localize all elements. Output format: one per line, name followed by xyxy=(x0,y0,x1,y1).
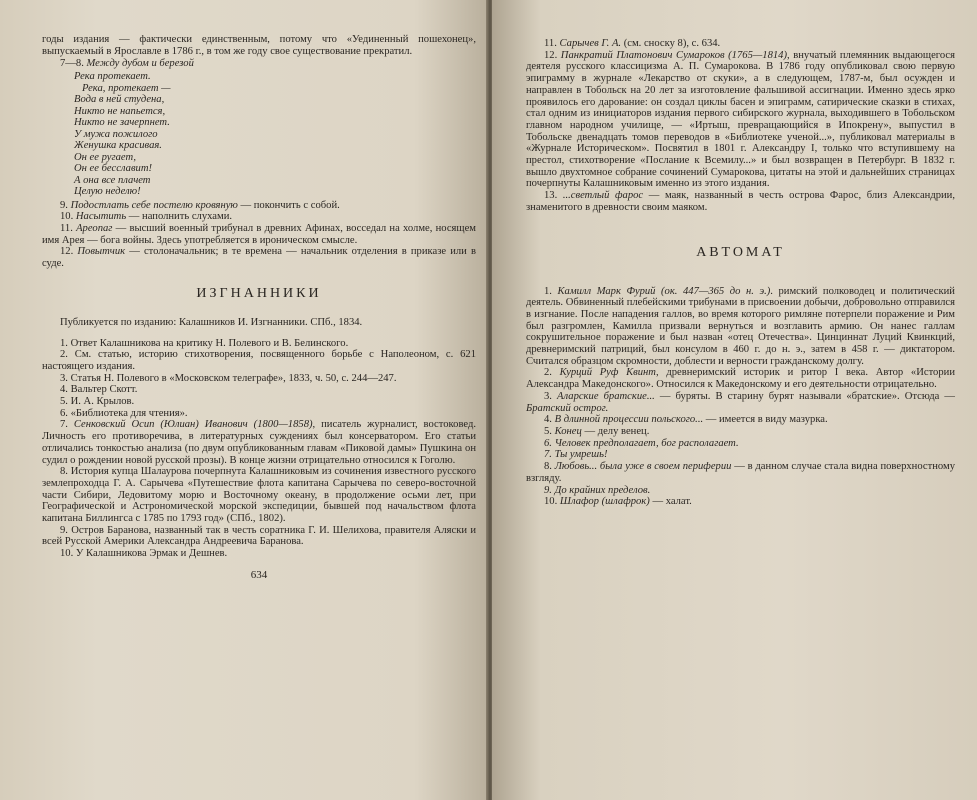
note-item: 2. См. статью, историю стихотворения, посвященного борьбе с Наполеоном, с. 621 настоящего издания. xyxy=(42,349,476,372)
note-9-baranov: 9. Остров Баранова, названный так в честь соратника Г. И. Шелихова, правителя Аляски и всей Русской Америки Александра Андреевича Баранова. xyxy=(42,524,476,548)
note-text: . римский полководец и политический деятель. Обвиненный плебейскими трибунами в присвоении добычи, добровольно отправился в изгнание. После нападения галлов, во время которого римляне потерпели поражение и Рим был разгромлен, Камилла призвали вернуться и возглавить армию. Он нанес галлам сокрушительное поражение и был назван «отец Отечества». Цинциннат Луций Квинкций, древнеримский патриций, был консулом в 460 г. до н. э., затем в 458 г. — диктатором. Считался образцом скромности, доблести и верности гражданскому долгу. xyxy=(526,285,955,367)
note-13-faros xyxy=(526,190,955,213)
note-num: 3. xyxy=(544,390,552,402)
note-num: 12. xyxy=(60,246,74,258)
note-item: 3. Статья Н. Полевого в «Московском телеграфе», 1833, ч. 50, с. 244—247. xyxy=(60,372,397,384)
note-term: ...светлый фарос xyxy=(562,190,644,202)
note-text: , древнеримский историк и ритор I века. Автор «Истории Александра Македонского». Относился к Македонскому и его деятельности отрицательно. xyxy=(526,367,955,391)
note-text: — наполнить слухами. xyxy=(126,211,233,223)
note-text: — столоначальник; в те времена — начальник отделения в приказе или в суде. xyxy=(42,246,476,270)
note-term: Повытчик xyxy=(77,246,126,258)
note-num: 13. xyxy=(544,190,558,202)
section-heading-izgnanniki: ИЗГНАННИКИ xyxy=(196,285,322,301)
note-8-shalaurov: 8. История купца Шалаурова почерпнута Калашниковым из сочинения известного русского землепроходца Г. А. Сарычева «Путешествие флота капитана Сарычева по северо-восточной части Сибири, Ледовитому морю и Восточному океану, в продолжение осьми лет, при Географической и Астрономической морской экспедиции, бывшей под начальством флота капитана Биллингса с 1785 по 1793 год» (СПб., 1802). xyxy=(42,466,476,525)
verse-line: Никто не зачерпнет. xyxy=(74,117,170,129)
note-item: 5. И. А. Крылов. xyxy=(60,396,135,408)
note-text: , писатель журналист, востоковед. Личность его противоречива, в литературных суждениях был консерватором. Его статьи отличались тонкостью анализа (по двум опубликованным главам «Пиковой дамы» Пушкина он судил о рождении новой русской прозы). В конце жизни отрицательно относился к Гоголю. xyxy=(42,419,476,466)
verse-line: Река протекает. xyxy=(74,71,151,83)
note-num: 11. xyxy=(544,38,557,49)
note-term: Камилл Марк Фурий (ок. 447—365 до н. э.) xyxy=(557,285,771,297)
note-10-shlafor xyxy=(526,496,955,508)
note-term: Сенковский Осип (Юлиан) Иванович (1800—1858) xyxy=(73,419,313,431)
note-term: Любовь... была уже в своем периферии xyxy=(554,461,732,473)
note-term: Подостлать себе постелю кровяную xyxy=(70,199,238,211)
note-3-buryaty xyxy=(526,391,955,414)
note-term: Шлафор (шлафрок) xyxy=(559,496,650,508)
note-1-kamill xyxy=(526,286,955,368)
folk-song-verse xyxy=(42,71,476,198)
note-11-sarychev xyxy=(526,38,955,50)
note-term: Аларские братские... xyxy=(557,390,655,402)
note-num: 12. xyxy=(544,49,558,61)
note-num: 7. xyxy=(60,419,68,431)
note-term: Насытить xyxy=(75,211,127,223)
note-2-kurtsiy xyxy=(526,367,955,390)
note-7-8 xyxy=(42,58,476,70)
note-9 xyxy=(42,200,476,212)
verse-line: Он ее бесславит! xyxy=(74,163,153,175)
note-num: 11. xyxy=(60,223,73,235)
note-term: Панкратий Платонович Сумароков (1765—1814) xyxy=(560,49,788,61)
verse-line: Вода в ней студена, xyxy=(74,94,165,106)
note-9: 9. До крайних пределов. xyxy=(544,484,651,496)
note-term: В длинной процессии польского... xyxy=(554,414,704,426)
note-term: Ареопаг xyxy=(76,223,113,235)
note-num: 4. xyxy=(544,414,552,426)
note-num: 8. xyxy=(544,461,552,473)
verse-line: У мужа пожилого xyxy=(74,128,158,140)
top-paragraph: годы издания — фактически единственным, потому что «Уединенный пошехонец», выпускаемый в Ярославле в 1786 г., в том же году свое существование прекратил. xyxy=(42,34,476,57)
verse-line: Река, протекает — xyxy=(82,82,171,94)
note-term: Конец xyxy=(554,425,582,437)
note-item: 4. Вальтер Скотт. xyxy=(60,384,138,396)
note-10 xyxy=(42,211,476,223)
right-page xyxy=(492,0,977,800)
section-heading-avtomat: АВТОМАТ xyxy=(696,244,785,260)
publication-note: Публикуется по изданию: Калашников И. Изгнанники. СПб., 1834. xyxy=(60,316,363,328)
verse-line: Никто не напьется, xyxy=(74,105,166,117)
note-text: , внучатый племянник выдающегося деятеля русского классицизма А. П. Сумарокова. В 1786 году опубликовал свою первую эпиграмму в журнале «Лекарство от скуки», а в следующем, 1787-м, был осужден и направлен в Тобольск на 20 лет за изготовление фальшивой ассигнации. Именно здесь ярко проявилось его дарование: он создал циклы басен и эпиграмм, сатирические сказки в стихах, стал одним из инициаторов издания первого сибирского журнала, выходившего в Тобольском главном народном училище, — «Иртыш, превращающийся в Ипокрену», выпустил в Тобольске двенадцать томов переводов в «Библиотеке ученой...», публиковал материалы в «Журнале Историческом». Посвятил в 1801 г. Александру I, только что вступившему на престол, стихотворение «Послание к Всемилу...» и был возвращен в Петербург. В 1832 г. вышло двухтомное собрание сочинений Сумарокова, цитаты на этой и дальнейших страницах почерпнуты Калашниковым именно из этого издания. xyxy=(526,49,956,190)
note-6: 6. Человек предполагает, бог располагает. xyxy=(544,437,739,449)
note-5-konets xyxy=(526,426,955,438)
note-num: 7—8. xyxy=(60,58,84,70)
note-8-lyubov xyxy=(526,461,955,484)
note-text: — халат. xyxy=(649,496,692,508)
verse-first-line: Между дубом и березой xyxy=(86,58,194,70)
page-number: 634 xyxy=(250,568,268,581)
note-term: Сарычев Г. А. xyxy=(559,38,622,49)
note-text: — в данном случае стала видна поверхностному взгляду. xyxy=(526,461,955,484)
note-num: 9. xyxy=(60,199,68,211)
note-num: 10. xyxy=(60,211,74,223)
note-text: — покончить с собой. xyxy=(237,199,340,211)
note-7-senkovsky xyxy=(42,419,476,466)
verse-line: Целую неделю! xyxy=(74,186,141,198)
note-12-sumarokov xyxy=(526,50,955,190)
verse-line: Женушка красивая. xyxy=(74,140,162,152)
notes-list xyxy=(42,338,476,560)
note-text: — маяк, названный в честь острова Фарос, близ Александрии, знаменитого в древности своим маяком. xyxy=(526,190,956,213)
note-text: — буряты. В старину бурят называли «братские». Отсюда — xyxy=(654,390,955,402)
note-item: 1. Ответ Калашникова на критику Н. Полевого и В. Белинского. xyxy=(60,337,349,349)
note-7: 7. Ты умрешь! xyxy=(544,449,608,461)
note-text: — имеется в виду мазурка. xyxy=(703,414,828,426)
note-4-mazurka xyxy=(526,414,955,426)
verse-line: Он ее ругает, xyxy=(74,151,137,163)
note-num: 2. xyxy=(544,367,552,379)
note-12 xyxy=(42,246,476,269)
note-text: (см. сноску 8), с. 634. xyxy=(621,38,721,49)
note-10-kalashnikov: 10. У Калашникова Эрмак и Дешнев. xyxy=(60,548,228,560)
note-term: Курций Руф Квинт xyxy=(559,367,656,379)
note-item: 6. «Библиотека для чтения». xyxy=(60,407,188,419)
note-term: Братский острог. xyxy=(526,402,609,414)
note-text: — высший военный трибунал в древних Афинах, восседал на холме, носящем имя Арея — бога войны. Здесь употребляется в ироническом смысле. xyxy=(42,223,476,246)
left-page xyxy=(0,0,488,800)
note-num: 5. xyxy=(544,425,552,437)
note-num: 10. xyxy=(544,496,558,508)
note-11 xyxy=(42,223,476,246)
note-num: 1. xyxy=(544,285,552,297)
note-text: — делу венец. xyxy=(581,425,650,437)
verse-line: А она все плачет xyxy=(74,174,151,186)
